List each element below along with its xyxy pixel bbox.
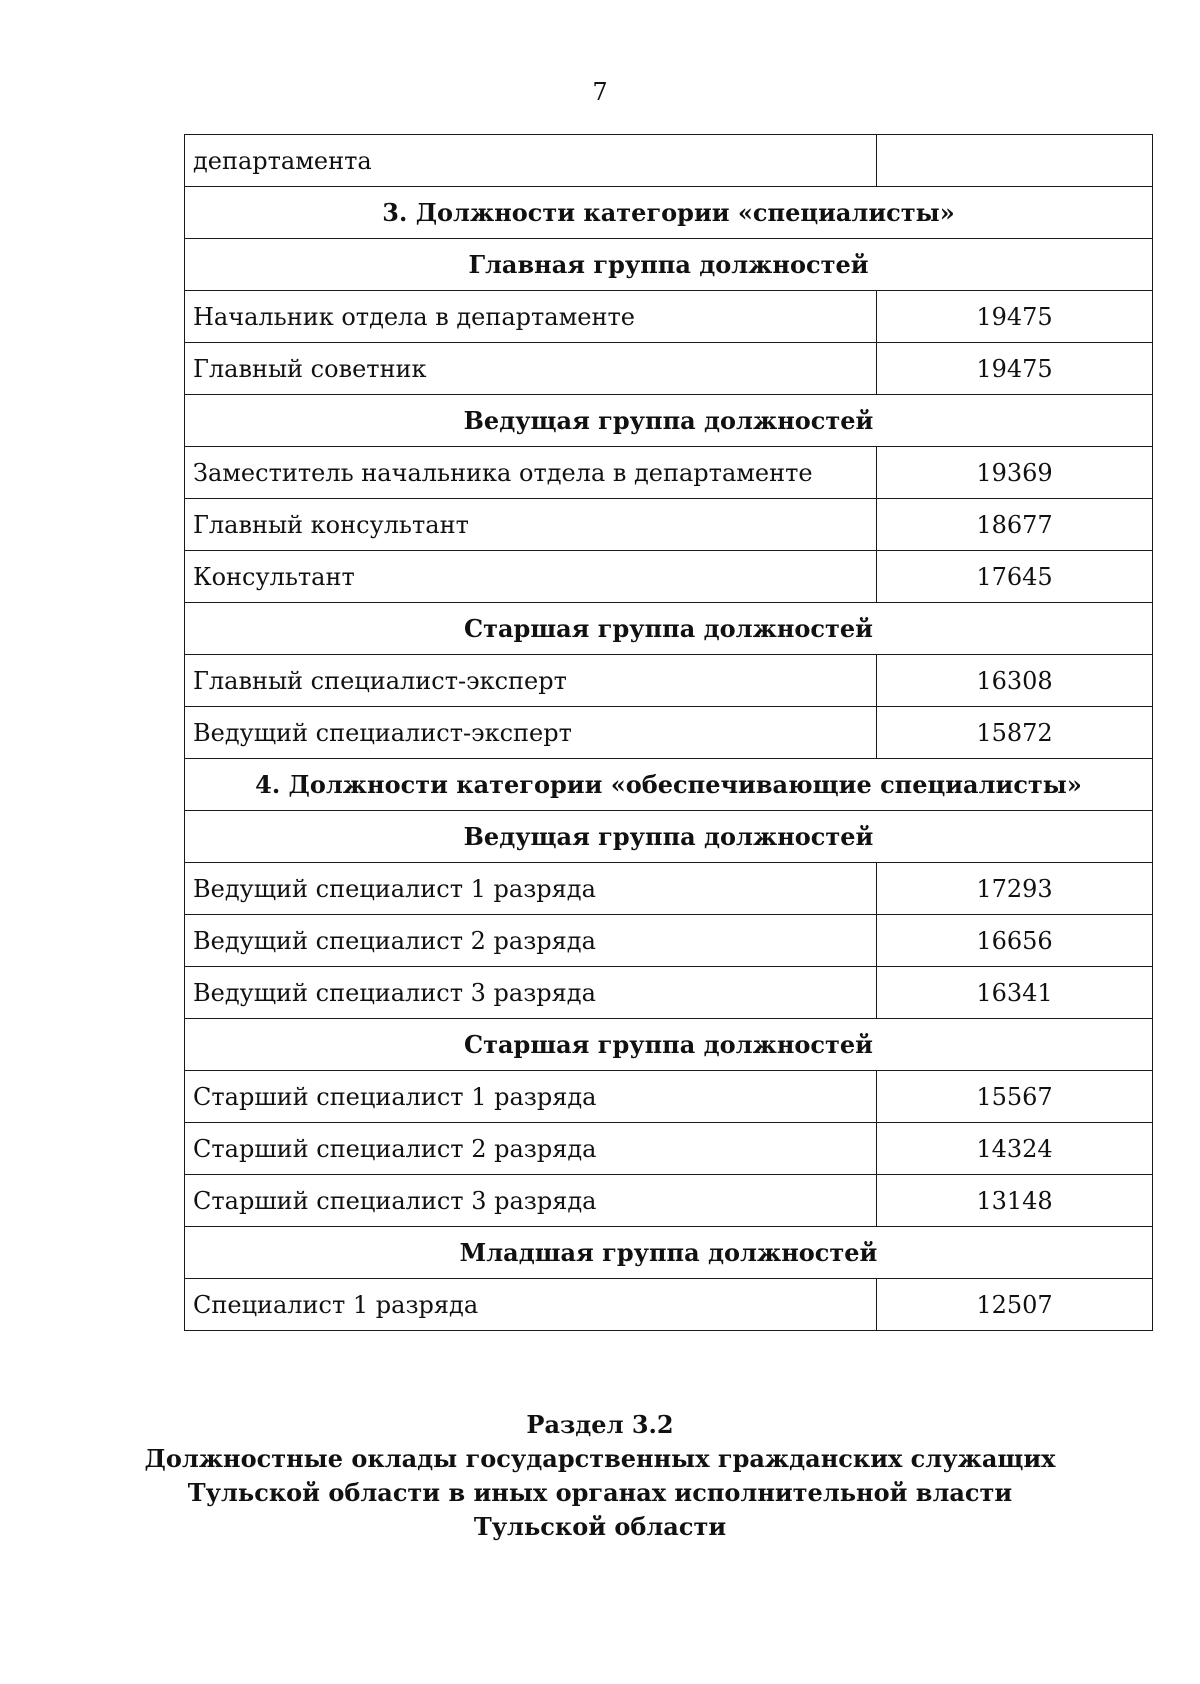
table-row [185, 1175, 1153, 1227]
group-header: 4. Должности категории «обеспечивающие специалисты» [185, 759, 1153, 811]
position-name: Заместитель начальника отдела в департаменте [185, 447, 877, 499]
group-header-row [185, 239, 1153, 291]
salary-value: 16308 [877, 655, 1153, 707]
group-header: Ведущая группа должностей [185, 395, 1153, 447]
position-name: Ведущий специалист-эксперт [185, 707, 877, 759]
table-row [185, 707, 1153, 759]
position-name: Консультант [185, 551, 877, 603]
table-row [185, 551, 1153, 603]
position-name: Главный консультант [185, 499, 877, 551]
salary-value: 15567 [877, 1071, 1153, 1123]
position-name: Начальник отдела в департаменте [185, 291, 877, 343]
table-row [185, 1279, 1153, 1331]
salary-value: 18677 [877, 499, 1153, 551]
section-line: Должностные оклады государственных гражданских служащих [144, 1444, 1056, 1473]
page-number: 7 [592, 78, 608, 106]
group-header: Младшая группа должностей [185, 1227, 1153, 1279]
salary-value: 12507 [877, 1279, 1153, 1331]
salary-value: 15872 [877, 707, 1153, 759]
position-name: Главный советник [185, 343, 877, 395]
table-row [185, 343, 1153, 395]
section-line: Тульской области [473, 1512, 727, 1541]
group-header-row [185, 603, 1153, 655]
salary-value: 16656 [877, 915, 1153, 967]
position-name: Ведущий специалист 3 разряда [185, 967, 877, 1019]
salary-value: 19369 [877, 447, 1153, 499]
table-row [185, 863, 1153, 915]
table-row [185, 967, 1153, 1019]
position-name: Главный специалист-эксперт [185, 655, 877, 707]
group-header-row [185, 187, 1153, 239]
salary-value: 19475 [877, 291, 1153, 343]
salary-value [877, 135, 1153, 187]
position-name: Старший специалист 3 разряда [185, 1175, 877, 1227]
salary-table-body [185, 135, 1153, 1331]
table-row [185, 655, 1153, 707]
group-header: Главная группа должностей [185, 239, 1153, 291]
salary-value: 17645 [877, 551, 1153, 603]
table-row [185, 135, 1153, 187]
group-header-row [185, 1019, 1153, 1071]
section-title: Раздел 3.2 [526, 1410, 674, 1439]
table-row [185, 1123, 1153, 1175]
position-name: Ведущий специалист 2 разряда [185, 915, 877, 967]
salary-value: 19475 [877, 343, 1153, 395]
salary-table [184, 134, 1153, 1331]
salary-value: 16341 [877, 967, 1153, 1019]
group-header-row [185, 395, 1153, 447]
salary-value: 13148 [877, 1175, 1153, 1227]
table-row [185, 291, 1153, 343]
group-header: Старшая группа должностей [185, 1019, 1153, 1071]
group-header-row [185, 811, 1153, 863]
group-header: Ведущая группа должностей [185, 811, 1153, 863]
table-row [185, 915, 1153, 967]
group-header: Старшая группа должностей [185, 603, 1153, 655]
table-row [185, 499, 1153, 551]
section-line: Тульской области в иных органах исполнительной власти [187, 1478, 1013, 1507]
table-row [185, 447, 1153, 499]
group-header-row [185, 759, 1153, 811]
table-row [185, 1071, 1153, 1123]
position-name: Старший специалист 1 разряда [185, 1071, 877, 1123]
salary-value: 17293 [877, 863, 1153, 915]
section-heading [0, 1408, 1200, 1544]
position-name: Специалист 1 разряда [185, 1279, 877, 1331]
group-header-row [185, 1227, 1153, 1279]
group-header: 3. Должности категории «специалисты» [185, 187, 1153, 239]
position-name: департамента [185, 135, 877, 187]
position-name: Ведущий специалист 1 разряда [185, 863, 877, 915]
position-name: Старший специалист 2 разряда [185, 1123, 877, 1175]
salary-value: 14324 [877, 1123, 1153, 1175]
